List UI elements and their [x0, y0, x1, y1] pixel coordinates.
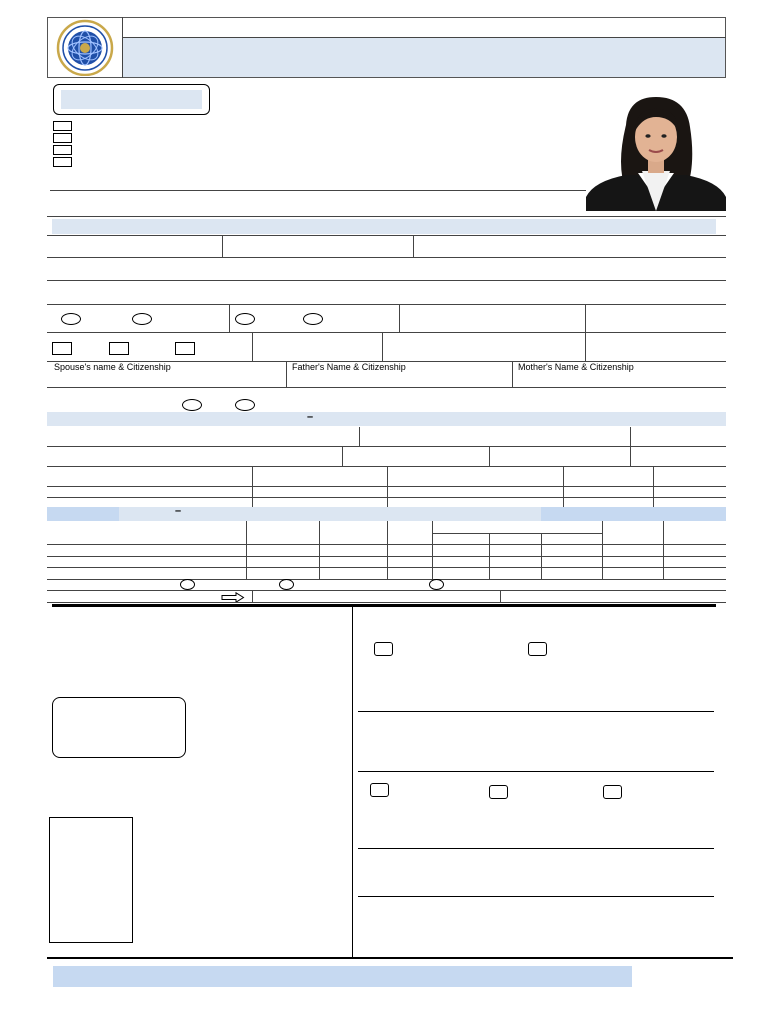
- row-line: [47, 556, 726, 557]
- right-signature-line-3: [358, 848, 714, 849]
- release-checkbox-3[interactable]: [603, 785, 622, 799]
- declaration-checkbox-2[interactable]: [528, 642, 547, 656]
- cell-divider: [663, 521, 664, 579]
- civil-status-checkbox-married[interactable]: [109, 342, 129, 355]
- signature-box: [49, 817, 133, 943]
- right-signature-line-4: [358, 896, 714, 897]
- release-checkbox-1[interactable]: [370, 783, 389, 797]
- father-name-label: Father's Name & Citizenship: [292, 362, 406, 372]
- header-title-band: [123, 38, 725, 77]
- row-line: [47, 579, 726, 580]
- row-line: [47, 602, 726, 603]
- citizenship-radio-1[interactable]: [235, 313, 255, 325]
- civil-status-checkbox-single[interactable]: [52, 342, 72, 355]
- right-signature-line-2: [358, 771, 714, 772]
- cell-divider: [432, 521, 433, 579]
- sex-radio-female[interactable]: [132, 313, 152, 325]
- civil-status-checkbox-widowed[interactable]: [175, 342, 195, 355]
- sex-radio-male[interactable]: [61, 313, 81, 325]
- cell-divider: [399, 304, 400, 332]
- cell-divider: [252, 590, 253, 602]
- cell-divider: [630, 446, 631, 466]
- application-type-checkbox-4[interactable]: [53, 157, 72, 167]
- row-line: [47, 304, 726, 305]
- declaration-checkbox-1[interactable]: [374, 642, 393, 656]
- cell-divider: [489, 446, 490, 466]
- cell-divider: [512, 361, 513, 387]
- row-line: [47, 497, 726, 498]
- footer-band: [53, 966, 632, 987]
- education-header-dash: –: [307, 411, 314, 423]
- bottom-section-divider: [352, 607, 353, 958]
- experience-header-accent-right: [541, 507, 726, 521]
- cell-divider: [382, 332, 383, 361]
- application-type-checkbox-1[interactable]: [53, 121, 72, 131]
- cell-divider: [585, 304, 586, 332]
- name-line: [50, 190, 586, 191]
- row-line: [47, 257, 726, 258]
- spouse-name-label: Spouse's name & Citizenship: [54, 362, 171, 372]
- yes-no-radio-yes[interactable]: [182, 399, 202, 411]
- cell-divider: [286, 361, 287, 387]
- applicant-photo: [586, 95, 726, 211]
- personal-info-header-band: [52, 219, 716, 234]
- application-number-field[interactable]: [61, 90, 202, 109]
- row-line: [47, 235, 726, 236]
- cell-divider: [413, 235, 414, 257]
- education-header-band: [47, 412, 726, 426]
- row-line: [47, 486, 726, 487]
- row-line: [47, 332, 726, 333]
- experience-header-accent-left: [47, 507, 119, 521]
- row-line: [432, 533, 602, 534]
- header-bottom-line: [47, 216, 726, 217]
- cell-divider: [500, 590, 501, 602]
- option-radio-1[interactable]: [180, 579, 195, 590]
- cell-divider: [342, 446, 343, 466]
- cell-divider: [222, 235, 223, 257]
- prc-seal-icon: [51, 19, 119, 76]
- application-type-checkbox-3[interactable]: [53, 145, 72, 155]
- thumbmark-box: [52, 697, 186, 758]
- cell-divider: [359, 427, 360, 446]
- experience-header-dash: –: [175, 505, 182, 517]
- row-line: [47, 544, 726, 545]
- bottom-section-rule: [47, 957, 733, 959]
- application-type-checkbox-2[interactable]: [53, 133, 72, 143]
- cell-divider: [387, 521, 388, 579]
- cell-divider: [630, 427, 631, 446]
- row-line: [47, 280, 726, 281]
- cell-divider: [602, 521, 603, 579]
- citizenship-radio-2[interactable]: [303, 313, 323, 325]
- bottom-section-top-rule: [52, 604, 716, 607]
- row-line: [47, 387, 726, 388]
- row-line: [47, 567, 726, 568]
- cell-divider: [252, 332, 253, 361]
- cell-divider: [229, 304, 230, 332]
- row-line: [47, 590, 726, 591]
- option-radio-3[interactable]: [429, 579, 444, 590]
- row-line: [47, 446, 726, 447]
- release-checkbox-2[interactable]: [489, 785, 508, 799]
- cell-divider: [319, 521, 320, 579]
- arrow-right-icon: [221, 590, 245, 601]
- yes-no-radio-no[interactable]: [235, 399, 255, 411]
- right-signature-line-1: [358, 711, 714, 712]
- cell-divider: [585, 332, 586, 361]
- option-radio-2[interactable]: [279, 579, 294, 590]
- mother-name-label: Mother's Name & Citizenship: [518, 362, 634, 372]
- cell-divider: [246, 521, 247, 579]
